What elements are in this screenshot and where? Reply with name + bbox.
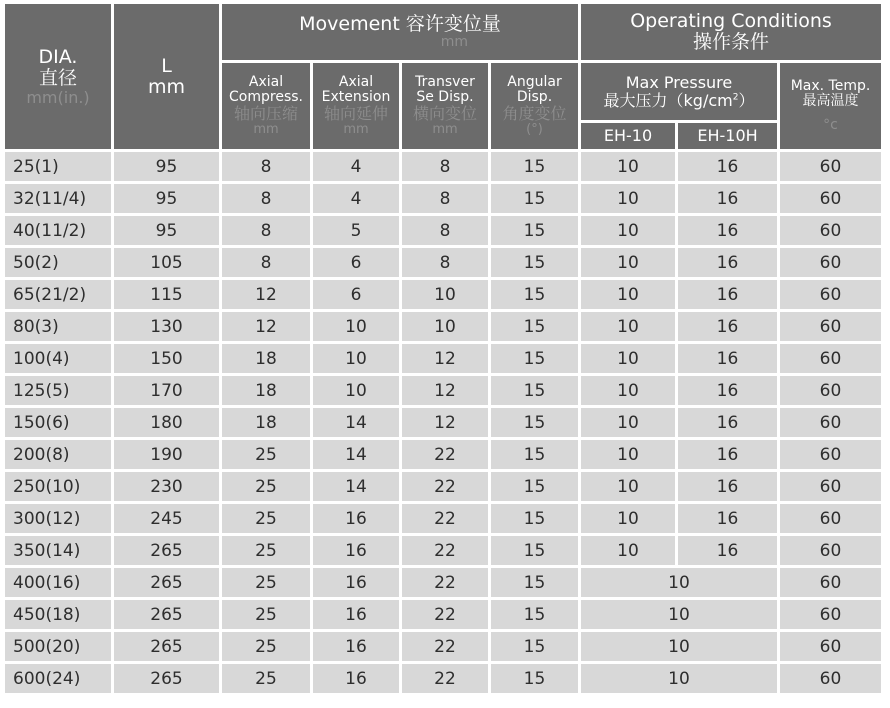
angular-cell: 15 [491, 216, 578, 245]
eh10h-cell: 16 [678, 376, 777, 405]
eh10-cell: 10 [581, 152, 675, 181]
axial-compress-cell: 8 [222, 248, 310, 277]
angular-cell: 15 [491, 472, 578, 501]
max-temp-cell: 60 [780, 216, 881, 245]
angular-cell: 15 [491, 248, 578, 277]
max-temp-cell: 60 [780, 312, 881, 341]
axial-compress-cell: 25 [222, 440, 310, 469]
axial-extension-cell: 16 [313, 664, 399, 693]
axial-extension-cell: 10 [313, 376, 399, 405]
max-temp-cell: 60 [780, 344, 881, 373]
eh10-cell: 10 [581, 280, 675, 309]
max-temp-cell: 60 [780, 504, 881, 533]
length-cell: 150 [114, 344, 219, 373]
table-row [5, 664, 881, 693]
max-pressure-close: ） [738, 90, 755, 110]
angular-cell: 15 [491, 664, 578, 693]
axial-compress-cell: 18 [222, 408, 310, 437]
table-row [5, 312, 881, 341]
length-cell: 265 [114, 536, 219, 565]
length-cell: 130 [114, 312, 219, 341]
max-temp-en: Max. Temp. [790, 77, 871, 94]
dia-header-unit: mm(in.) [26, 87, 90, 107]
table-row [5, 376, 881, 405]
axial-compress-cell: 12 [222, 312, 310, 341]
transverse-cell: 12 [402, 344, 488, 373]
transverse-cell: 22 [402, 472, 488, 501]
operating-title-cn: 操作条件 [692, 31, 769, 53]
angular-header [491, 63, 578, 149]
movement-title: Movement [299, 12, 400, 35]
axial-extension-cell: 16 [313, 504, 399, 533]
operating-title: Operating Conditions [630, 10, 832, 33]
length-cell: 265 [114, 632, 219, 661]
eh10h-cell: 16 [678, 472, 777, 501]
transverse-cell: 8 [402, 248, 488, 277]
movement-title-cn: 容许变位量 [405, 12, 501, 35]
axial-extension-en2: Extension [321, 89, 391, 106]
max-pressure-en: Max Pressure [625, 72, 733, 92]
eh10h-cell: 16 [678, 152, 777, 181]
angular-cell: 15 [491, 568, 578, 597]
axial-extension-cell: 16 [313, 568, 399, 597]
axial-extension-unit: mm [343, 122, 369, 138]
angular-cell: 15 [491, 536, 578, 565]
max-temp-cell: 60 [780, 568, 881, 597]
axial-compress-cell: 25 [222, 472, 310, 501]
max-temp-cell: 60 [780, 184, 881, 213]
angular-cell: 15 [491, 280, 578, 309]
angular-cell: 15 [491, 632, 578, 661]
max-temp-cell: 60 [780, 472, 881, 501]
eh10-cell: 10 [581, 504, 675, 533]
axial-extension-cell: 16 [313, 600, 399, 629]
transverse-cell: 8 [402, 216, 488, 245]
max-temp-cell: 60 [780, 600, 881, 629]
transverse-en1: Transver [415, 73, 475, 90]
length-cell: 245 [114, 504, 219, 533]
table-row [5, 216, 881, 245]
eh10h-cell: 16 [678, 312, 777, 341]
axial-compress-cell: 18 [222, 376, 310, 405]
table-row [5, 248, 881, 277]
length-cell: 265 [114, 664, 219, 693]
dia-cell: 32(11/4) [5, 184, 111, 213]
length-cell: 170 [114, 376, 219, 405]
axial-extension-header [313, 63, 399, 149]
axial-compress-unit: mm [253, 122, 279, 138]
eh10-cell: 10 [581, 440, 675, 469]
angular-cell: 15 [491, 504, 578, 533]
angular-cell: 15 [491, 312, 578, 341]
angular-cn: 角度变位 [502, 104, 567, 124]
max-temp-header [780, 63, 881, 149]
axial-compress-header [222, 63, 310, 149]
eh10h-cell: 16 [678, 408, 777, 437]
length-cell: 95 [114, 152, 219, 181]
table-row [5, 152, 881, 181]
eh10h-cell: 16 [678, 536, 777, 565]
transverse-cell: 12 [402, 408, 488, 437]
angular-unit: (°) [526, 122, 543, 138]
axial-extension-cn: 轴向延伸 [323, 104, 388, 124]
axial-extension-cell: 4 [313, 152, 399, 181]
transverse-cell: 22 [402, 600, 488, 629]
axial-compress-cell: 25 [222, 600, 310, 629]
transverse-cell: 22 [402, 664, 488, 693]
axial-compress-cell: 25 [222, 504, 310, 533]
axial-compress-en2: Compress. [229, 89, 303, 106]
eh10h-cell: 16 [678, 440, 777, 469]
max-pressure-header [581, 63, 777, 120]
axial-extension-cell: 16 [313, 632, 399, 661]
transverse-en2: Se Disp. [416, 89, 474, 106]
axial-compress-cell: 8 [222, 184, 310, 213]
axial-compress-cell: 25 [222, 664, 310, 693]
transverse-cell: 8 [402, 184, 488, 213]
eh10-cell: 10 [581, 344, 675, 373]
dia-header-cn: 直径 [38, 66, 77, 89]
angular-cell: 15 [491, 184, 578, 213]
length-cell: 105 [114, 248, 219, 277]
length-cell: 190 [114, 440, 219, 469]
axial-compress-cell: 25 [222, 536, 310, 565]
table-row [5, 600, 881, 629]
axial-extension-cell: 6 [313, 248, 399, 277]
transverse-cell: 22 [402, 568, 488, 597]
movement-header [222, 4, 578, 60]
axial-extension-cell: 14 [313, 472, 399, 501]
transverse-cell: 12 [402, 376, 488, 405]
eh10h-cell: 16 [678, 184, 777, 213]
length-header-unit: mm [147, 75, 186, 98]
table-body [5, 152, 881, 693]
transverse-cell: 10 [402, 312, 488, 341]
eh10h-header: EH-10H [678, 123, 777, 149]
expansion-joint-spec-table [2, 1, 884, 696]
dia-cell: 150(6) [5, 408, 111, 437]
length-header [114, 4, 219, 149]
max-temp-cell: 60 [780, 536, 881, 565]
axial-compress-cell: 8 [222, 216, 310, 245]
table-row [5, 344, 881, 373]
angular-en1: Angular [507, 73, 562, 90]
table-row [5, 440, 881, 469]
transverse-cell: 8 [402, 152, 488, 181]
dia-cell: 25(1) [5, 152, 111, 181]
transverse-cn: 横向变位 [412, 104, 477, 124]
axial-extension-cell: 16 [313, 536, 399, 565]
axial-compress-cell: 12 [222, 280, 310, 309]
angular-en2: Disp. [516, 89, 553, 106]
angular-cell: 15 [491, 376, 578, 405]
axial-compress-cell: 18 [222, 344, 310, 373]
eh10-header: EH-10 [581, 123, 675, 149]
axial-compress-cn: 轴向压缩 [233, 104, 298, 124]
axial-extension-cell: 14 [313, 440, 399, 469]
axial-compress-cell: 25 [222, 632, 310, 661]
eh10-cell: 10 [581, 312, 675, 341]
angular-cell: 15 [491, 408, 578, 437]
length-cell: 230 [114, 472, 219, 501]
axial-compress-cell: 8 [222, 152, 310, 181]
axial-extension-cell: 4 [313, 184, 399, 213]
eh10-cell: 10 [581, 536, 675, 565]
eh10-cell: 10 [581, 216, 675, 245]
dia-cell: 400(16) [5, 568, 111, 597]
max-temp-cell: 60 [780, 280, 881, 309]
eh10-cell: 10 [581, 408, 675, 437]
transverse-cell: 22 [402, 536, 488, 565]
axial-extension-cell: 14 [313, 408, 399, 437]
dia-header-en: DIA. [38, 45, 78, 68]
max-temp-unit: °c [823, 116, 838, 133]
dia-cell: 450(18) [5, 600, 111, 629]
transverse-cell: 10 [402, 280, 488, 309]
eh10-cell: 10 [581, 248, 675, 277]
transverse-cell: 22 [402, 440, 488, 469]
eh10-cell: 10 [581, 472, 675, 501]
max-temp-cn: 最高温度 [802, 93, 859, 110]
dia-cell: 600(24) [5, 664, 111, 693]
max-temp-cell: 60 [780, 632, 881, 661]
length-cell: 95 [114, 184, 219, 213]
length-cell: 95 [114, 216, 219, 245]
axial-compress-cell: 25 [222, 568, 310, 597]
max-pressure-cn: 最大压力（kg/cm [603, 90, 733, 110]
max-temp-cell: 60 [780, 664, 881, 693]
max-temp-cell: 60 [780, 376, 881, 405]
table-header [5, 4, 881, 149]
eh10-cell: 10 [581, 184, 675, 213]
max-temp-cell: 60 [780, 440, 881, 469]
table-row [5, 280, 881, 309]
max-pressure-cell: 10 [581, 664, 777, 693]
axial-extension-cell: 10 [313, 344, 399, 373]
max-pressure-cell: 10 [581, 600, 777, 629]
max-pressure-cell: 10 [581, 568, 777, 597]
angular-cell: 15 [491, 344, 578, 373]
angular-cell: 15 [491, 152, 578, 181]
angular-cell: 15 [491, 440, 578, 469]
dia-cell: 50(2) [5, 248, 111, 277]
dia-header [5, 4, 111, 149]
max-temp-cell: 60 [780, 248, 881, 277]
length-cell: 265 [114, 600, 219, 629]
max-pressure-cell: 10 [581, 632, 777, 661]
axial-extension-cell: 10 [313, 312, 399, 341]
eh10h-cell: 16 [678, 280, 777, 309]
dia-cell: 100(4) [5, 344, 111, 373]
operating-header [581, 4, 881, 60]
dia-cell: 200(8) [5, 440, 111, 469]
table-row [5, 568, 881, 597]
eh10h-cell: 16 [678, 344, 777, 373]
transverse-cell: 22 [402, 504, 488, 533]
dia-cell: 300(12) [5, 504, 111, 533]
table-row [5, 536, 881, 565]
axial-compress-en1: Axial [248, 73, 284, 90]
eh10-cell: 10 [581, 376, 675, 405]
dia-cell: 80(3) [5, 312, 111, 341]
table-row [5, 632, 881, 661]
eh10h-cell: 16 [678, 248, 777, 277]
axial-extension-cell: 5 [313, 216, 399, 245]
table-row [5, 408, 881, 437]
transverse-cell: 22 [402, 632, 488, 661]
dia-cell: 350(14) [5, 536, 111, 565]
table-row [5, 472, 881, 501]
angular-cell: 15 [491, 600, 578, 629]
table-row [5, 184, 881, 213]
transverse-header [402, 63, 488, 149]
dia-cell: 65(21/2) [5, 280, 111, 309]
dia-cell: 40(11/2) [5, 216, 111, 245]
max-pressure-sup: 2 [732, 92, 739, 103]
eh10h-cell: 16 [678, 504, 777, 533]
movement-unit: mm [440, 33, 468, 50]
axial-extension-cell: 6 [313, 280, 399, 309]
axial-extension-en1: Axial [338, 73, 374, 90]
length-cell: 180 [114, 408, 219, 437]
eh10h-cell: 16 [678, 216, 777, 245]
max-temp-cell: 60 [780, 408, 881, 437]
length-cell: 265 [114, 568, 219, 597]
transverse-unit: mm [432, 122, 458, 138]
length-header-en: L [161, 54, 172, 77]
dia-cell: 125(5) [5, 376, 111, 405]
table-row [5, 504, 881, 533]
max-temp-cell: 60 [780, 152, 881, 181]
length-cell: 115 [114, 280, 219, 309]
dia-cell: 250(10) [5, 472, 111, 501]
dia-cell: 500(20) [5, 632, 111, 661]
